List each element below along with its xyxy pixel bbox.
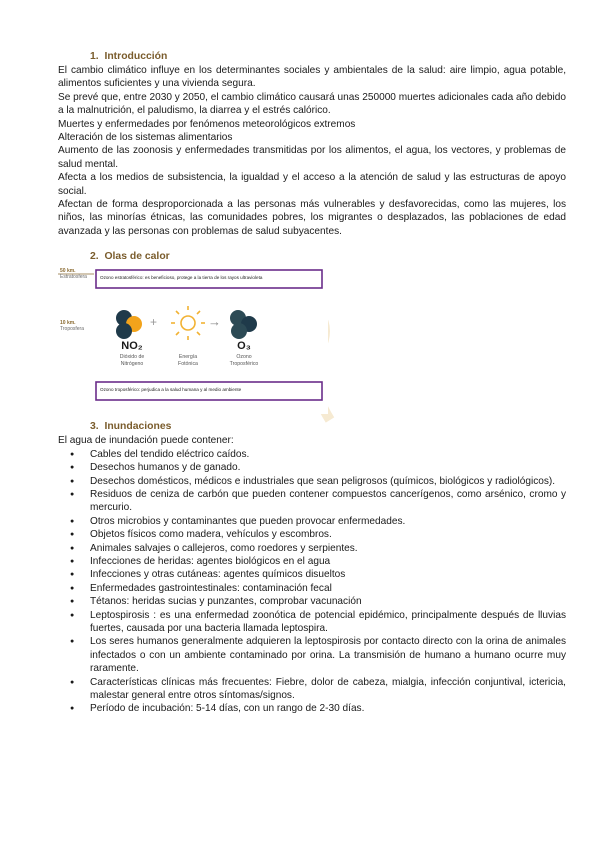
bullet-list — [58, 448, 566, 716]
energy-line1: Energía — [178, 354, 198, 361]
o3-caption — [218, 354, 270, 367]
list-item: ● Infecciones de heridas: agentes biológicos en el agua — [90, 555, 566, 568]
section-heading-olas-de-calor — [58, 250, 566, 264]
altitude-top-label — [60, 268, 87, 280]
altitude-bottom-layer: Troposfera — [60, 326, 84, 333]
plus-sign: + — [150, 315, 158, 330]
list-item: ● Objetos físicos como madera, vehículos y escombros. — [90, 528, 566, 541]
paragraph: Afecta a los medios de subsistencia, la igualdad y el acceso a la atención de salud y las estructuras de apoyo social. — [58, 172, 566, 197]
paragraph: Muertes y enfermedades por fenómenos meteorológicos extremos — [58, 118, 356, 130]
list-item: ● Tétanos: heridas sucias y punzantes, comprobar vacunación — [90, 595, 566, 608]
list-item: ● Leptospirosis : es una enfermedad zoonótica de potencial epidémico, principalmente después de lluvias fuertes, causada por una bacteria llamada leptospira. — [90, 609, 566, 636]
section-number: 2. — [90, 251, 99, 263]
altitude-bottom-label — [60, 320, 84, 332]
list-item: ● Cables del tendido eléctrico caídos. — [90, 448, 566, 461]
list-item: ● Los seres humanos generalmente adquieren la leptospirosis por contacto directo con la orina de animales infectados o con un ambiente contaminado por orina. La transmisión de humano a humano ocurre muy raramente. — [90, 635, 566, 675]
section-number: 3. — [90, 421, 99, 433]
tropospheric-ozone-caption: Ozono troposférico: perjudica a la salud humana y al medio ambiente — [100, 387, 242, 393]
paragraph: Se prevé que, entre 2030 y 2050, el cambio climático causará unas 250000 muertes adicionales cada año debido a la malnutrición, el paludismo, la diarrea y el estrés calórico. — [58, 91, 566, 117]
paragraph: Aumento de las zoonosis y enfermedades transmitidas por los alimentos, el agua, los vectores, y problemas de salud mental. — [58, 145, 566, 170]
list-item: ● Desechos humanos y de ganado. — [90, 461, 566, 474]
paragraph: El cambio climático influye en los determinantes sociales y ambientales de la salud: aire limpio, agua potable, alimentos suficientes y una vivienda segura. — [58, 65, 566, 90]
list-item: ● Enfermedades gastrointestinales: contaminación fecal — [90, 582, 566, 595]
section-title: Olas de calor — [104, 251, 170, 263]
altitude-bottom-value: 10 km. — [60, 320, 76, 327]
altitude-top-layer: Estratosfera — [60, 274, 87, 281]
section-title: Inundaciones — [104, 421, 172, 433]
o3-name-line2: Troposférico — [229, 360, 259, 367]
list-item: ● Desechos domésticos, médicos e industriales que sean peligrosos (químicos, biológicos y radiológicos). — [90, 475, 566, 488]
paragraph: El agua de inundación puede contener: — [58, 435, 234, 447]
ozone-figure — [58, 268, 328, 414]
stratospheric-ozone-caption: Ozono estratosférico: es beneficioso, protege a la tierra de los rayos ultravioleta — [100, 275, 263, 281]
energy-line2: Fotónica — [178, 360, 198, 367]
paragraph: Alteración de los sistemas alimentarios — [58, 132, 233, 144]
list-item: ● Características clínicas más frecuentes: Fiebre, dolor de cabeza, mialgia, infección conjuntival, ictericia, malestar general entre otros síntomas/signos. — [90, 676, 566, 703]
list-item: ● Residuos de ceniza de carbón que pueden contener compuestos cancerígenos, como arsénico, cromo y mercurio. — [90, 488, 566, 515]
altitude-top-value: 50 km. — [60, 268, 76, 275]
section-heading-inundaciones — [58, 420, 566, 434]
paragraph: Afectan de forma desproporcionada a las personas más vulnerables y desfavorecidas, como las mujeres, los niños, las minorías étnicas, las comunidades pobres, los migrantes o desplazados, las poblaciones de edad avanzada y las personas con problemas de salud subyacentes. — [58, 199, 566, 237]
reaction-arrow: → — [208, 314, 221, 330]
o3-name-line1: Ozono — [236, 354, 252, 361]
no2-formula: NO₂ — [121, 340, 143, 353]
section-heading-introduccion — [58, 50, 566, 64]
no2-caption — [108, 354, 156, 367]
no2-name-line2: Nitrógeno — [120, 360, 144, 367]
energy-caption — [168, 354, 208, 367]
o3-formula: O₃ — [237, 340, 251, 353]
no2-name-line1: Dióxido de — [119, 354, 145, 361]
list-item: ● Período de incubación: 5-14 días, con un rango de 2-30 días. — [90, 702, 566, 715]
section-title: Introducción — [104, 51, 168, 62]
section-number: 1. — [90, 51, 99, 62]
document-page — [58, 50, 566, 716]
list-item: ● Otros microbios y contaminantes que pueden provocar enfermedades. — [90, 515, 566, 528]
list-item: ● Animales salvajes o callejeros, como roedores y serpientes. — [90, 542, 566, 555]
list-item: ● Infecciones y otras cutáneas: agentes químicos disueltos — [90, 568, 566, 581]
